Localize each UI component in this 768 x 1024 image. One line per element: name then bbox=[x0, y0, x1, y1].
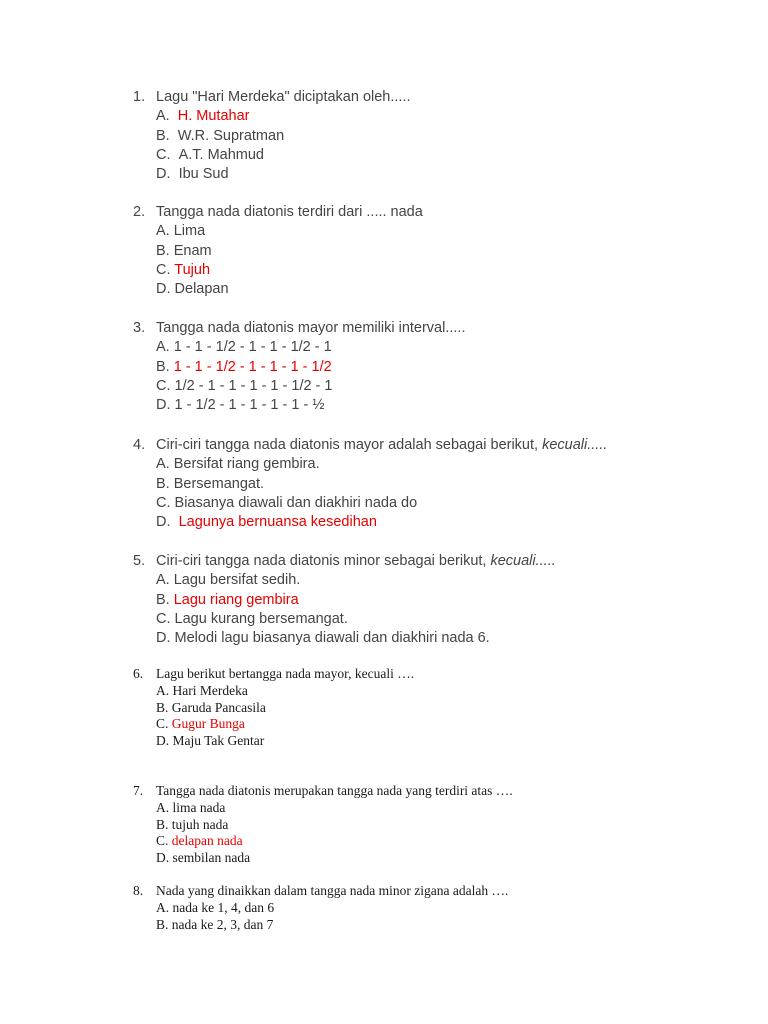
option-text-correct: Tujuh bbox=[174, 261, 211, 278]
option-text: A.T. Mahmud bbox=[178, 146, 264, 163]
question-4 bbox=[0, 436, 768, 532]
option-letter: C. bbox=[156, 494, 171, 511]
option-text: nada ke 2, 3, dan 7 bbox=[171, 916, 274, 932]
option-text: Delapan bbox=[174, 281, 229, 298]
option-d bbox=[0, 396, 768, 415]
option-c bbox=[0, 833, 768, 850]
option-letter: B. bbox=[156, 591, 170, 608]
question-2 bbox=[0, 203, 768, 299]
option-b bbox=[0, 242, 768, 261]
question-stem bbox=[0, 783, 768, 800]
option-letter: C. bbox=[156, 146, 171, 163]
option-text: Bersemangat. bbox=[173, 475, 265, 492]
option-text-correct: Gugur Bunga bbox=[171, 716, 245, 732]
option-d bbox=[0, 733, 768, 750]
question-number: 5. bbox=[133, 553, 146, 569]
option-a bbox=[0, 222, 768, 241]
question-stem bbox=[0, 203, 768, 222]
option-letter: B. bbox=[156, 816, 169, 832]
option-d bbox=[0, 165, 768, 184]
option-d bbox=[0, 629, 768, 648]
option-b bbox=[0, 591, 768, 610]
option-text: Melodi lagu biasanya diawali dan diakhiri nada 6. bbox=[174, 630, 490, 647]
question-number: 8. bbox=[133, 883, 144, 898]
option-letter: C. bbox=[156, 261, 171, 278]
option-text-correct: Lagu riang gembira bbox=[173, 591, 299, 608]
option-text-correct: delapan nada bbox=[171, 833, 243, 849]
question-number: 3. bbox=[133, 320, 146, 336]
option-text: lima nada bbox=[172, 799, 226, 815]
option-letter: A. bbox=[156, 572, 170, 589]
question-6 bbox=[0, 666, 768, 750]
option-text: Maju Tak Gentar bbox=[172, 733, 265, 749]
option-a bbox=[0, 800, 768, 817]
question-text-italic: kecuali..... bbox=[490, 553, 556, 569]
question-stem bbox=[0, 436, 768, 455]
question-text: Ciri-ciri tangga nada diatonis mayor adalah sebagai berikut, bbox=[156, 437, 543, 453]
option-b bbox=[0, 127, 768, 146]
option-letter: B. bbox=[156, 699, 169, 715]
option-c bbox=[0, 494, 768, 513]
option-letter: A. bbox=[156, 682, 170, 698]
option-text: Ibu Sud bbox=[178, 166, 229, 183]
question-stem bbox=[0, 883, 768, 900]
option-d bbox=[0, 513, 768, 532]
question-text: Lagu berikut bertangga nada mayor, kecuali …. bbox=[156, 666, 415, 681]
option-letter: C. bbox=[156, 610, 171, 627]
question-number: 6. bbox=[133, 666, 144, 681]
option-text: Biasanya diawali dan diakhiri nada do bbox=[174, 494, 418, 511]
option-text: Garuda Pancasila bbox=[171, 699, 266, 715]
question-text-italic: kecuali..... bbox=[542, 437, 608, 453]
question-1 bbox=[0, 88, 768, 184]
question-3 bbox=[0, 319, 768, 415]
option-a bbox=[0, 338, 768, 357]
option-b bbox=[0, 917, 768, 934]
option-letter: D. bbox=[156, 397, 171, 414]
option-letter: A. bbox=[156, 339, 170, 356]
question-stem bbox=[0, 319, 768, 338]
option-text: Bersifat riang gembira. bbox=[173, 456, 320, 473]
option-a bbox=[0, 455, 768, 474]
question-stem bbox=[0, 88, 768, 107]
option-text: Lagu kurang bersemangat. bbox=[174, 610, 348, 627]
option-b bbox=[0, 700, 768, 717]
option-letter: D. bbox=[156, 850, 170, 866]
question-number: 7. bbox=[133, 783, 144, 798]
question-text: Nada yang dinaikkan dalam tangga nada minor zigana adalah …. bbox=[156, 883, 509, 898]
option-text: sembilan nada bbox=[172, 850, 251, 866]
option-d bbox=[0, 850, 768, 867]
option-text-correct: 1 - 1 - 1/2 - 1 - 1 - 1 - 1/2 bbox=[173, 358, 332, 375]
option-d bbox=[0, 280, 768, 299]
option-text-correct: H. Mutahar bbox=[177, 108, 250, 125]
option-letter: B. bbox=[156, 358, 170, 375]
option-text: Lagu bersifat sedih. bbox=[173, 572, 301, 589]
question-number: 1. bbox=[133, 89, 146, 105]
question-number: 2. bbox=[133, 204, 146, 220]
question-8 bbox=[0, 883, 768, 933]
option-letter: D. bbox=[156, 733, 170, 749]
option-a bbox=[0, 900, 768, 917]
option-c bbox=[0, 146, 768, 165]
option-letter: C. bbox=[156, 716, 169, 732]
option-text-correct: Lagunya bernuansa kesedihan bbox=[178, 514, 377, 531]
question-5 bbox=[0, 552, 768, 648]
question-7 bbox=[0, 783, 768, 867]
question-text: Tangga nada diatonis mayor memiliki interval..... bbox=[156, 320, 466, 336]
question-stem bbox=[0, 552, 768, 571]
question-stem bbox=[0, 666, 768, 683]
option-b bbox=[0, 358, 768, 377]
option-text: Lima bbox=[173, 223, 206, 240]
option-letter: B. bbox=[156, 916, 169, 932]
option-letter: B. bbox=[156, 127, 170, 144]
option-text: tujuh nada bbox=[171, 816, 229, 832]
option-letter: A. bbox=[156, 899, 170, 915]
option-c bbox=[0, 610, 768, 629]
option-letter: A. bbox=[156, 799, 170, 815]
option-text: Hari Merdeka bbox=[172, 682, 248, 698]
question-text: Ciri-ciri tangga nada diatonis minor sebagai berikut, bbox=[156, 553, 491, 569]
option-b bbox=[0, 817, 768, 834]
option-letter: C. bbox=[156, 833, 169, 849]
option-a bbox=[0, 683, 768, 700]
option-b bbox=[0, 475, 768, 494]
option-text: 1 - 1/2 - 1 - 1 - 1 - 1 - ½ bbox=[174, 397, 325, 414]
option-letter: A. bbox=[156, 223, 170, 240]
question-text: Lagu "Hari Merdeka" diciptakan oleh..... bbox=[156, 89, 411, 105]
option-text: Enam bbox=[173, 242, 212, 259]
option-letter: A. bbox=[156, 456, 170, 473]
option-letter: D. bbox=[156, 166, 171, 183]
option-text: 1/2 - 1 - 1 - 1 - 1 - 1/2 - 1 bbox=[174, 377, 333, 394]
option-a bbox=[0, 571, 768, 590]
option-letter: C. bbox=[156, 377, 171, 394]
option-letter: D. bbox=[156, 281, 171, 298]
option-text: W.R. Supratman bbox=[177, 127, 285, 144]
option-c bbox=[0, 261, 768, 280]
option-letter: D. bbox=[156, 630, 171, 647]
question-text: Tangga nada diatonis merupakan tangga nada yang terdiri atas …. bbox=[156, 783, 513, 798]
option-c bbox=[0, 377, 768, 396]
option-letter: A. bbox=[156, 108, 170, 125]
question-number: 4. bbox=[133, 437, 146, 453]
option-text: nada ke 1, 4, dan 6 bbox=[172, 899, 275, 915]
option-text: 1 - 1 - 1/2 - 1 - 1 - 1/2 - 1 bbox=[173, 339, 332, 356]
option-letter: B. bbox=[156, 242, 170, 259]
option-letter: D. bbox=[156, 514, 171, 531]
option-letter: B. bbox=[156, 475, 170, 492]
question-text: Tangga nada diatonis terdiri dari ..... nada bbox=[156, 204, 423, 220]
option-a bbox=[0, 107, 768, 126]
option-c bbox=[0, 716, 768, 733]
